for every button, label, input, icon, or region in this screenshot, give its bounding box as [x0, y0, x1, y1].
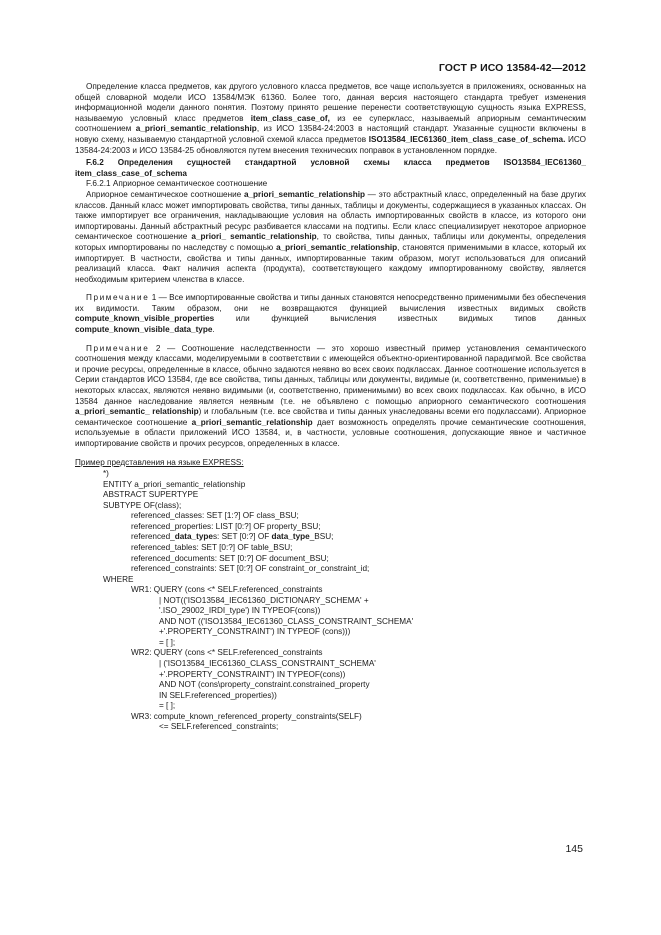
example-title: Пример представления на языке EXPRESS:	[75, 457, 244, 467]
code-line	[75, 564, 586, 575]
bold-term: item_class_case_of,	[250, 113, 330, 123]
text-run: , то свойства, типы данных, таблицы или документы, определения которых импортированы по наследству с помощью	[75, 232, 586, 252]
text-run: <= SELF.referenced_constraints;	[159, 722, 279, 732]
text-run: referenced_documents: SET [0:?] OF document_BSU;	[131, 553, 329, 563]
text-run: +'.PROPERTY_CONSTRAINT') IN TYPEOF (cons)))	[159, 627, 351, 637]
code-line	[75, 490, 586, 501]
code-line	[75, 680, 586, 691]
text-run: SUBTYPE OF(class);	[103, 500, 182, 510]
text-run: Определение класса предметов, как другого условного класса предметов, все чаще используется в приложениях, основанных на общей словарной модели ИСО 13584/МЭК 61360. Более того, данная версия настоящего стандарта требует изменения информационной модели данного понятия. Поэтому принято решение перенести соответствующую сущность языка EXPRESS, называемую условный класс предметов	[75, 82, 586, 123]
text-run: _BSU;	[309, 532, 334, 542]
text-run: | ('ISO13584_IEC61360_CLASS_CONSTRAINT_SCHEMA'	[159, 659, 376, 669]
code-line	[75, 691, 586, 702]
code-line	[75, 712, 586, 723]
text-run: , становятся применимыми в классе, который их импортирует. В частности, свойства и типы данных, импортированные таким образом, могут использоваться для описаний реализаций класса. Факт наличия аспекта (продукта), соответствующего каждому импортированному свойству, является необходимым критерием членства в классе.	[75, 242, 586, 284]
text-run: ENTITY a_priori_semantic_relationship	[103, 479, 246, 489]
code-line	[75, 638, 586, 649]
code-line	[75, 511, 586, 522]
bold-term: a_priori_semantic_relationship	[276, 242, 398, 252]
code-line	[75, 543, 586, 554]
code-line	[75, 596, 586, 607]
code-line	[75, 617, 586, 628]
text-run: referenced_	[131, 532, 175, 542]
text-run: = [ ];	[159, 637, 176, 647]
code-line	[75, 554, 586, 565]
subsection-heading: F.6.2.1 Априорное семантическое соотношение	[86, 179, 268, 189]
text-run: | NOT(('ISO13584_IEC61360_DICTIONARY_SCHEMA' +	[159, 595, 369, 605]
text-run: 2 — Соотношение наследственности — это хорошо известный пример установления семантического соотношения между классами, моделируемыми в соответствии с имеющейся объектно-ориентированной парадигмой. Все свойства и прочие ресурсы, определенные в классе, обычно задаются неявно во всех своих подклассах. Данное соотношение используется в Серии стандартов ИСО 13584, где все свойства, типы данных, таблицы или документы, видимые (и, соответственно, применимые) в некоторых классах, являются неявно видимыми (и, соответственно, применимыми) во всех своих подклассах. Как обычно, в ИСО 13584 данное наследование является неявным (т.е. не объявлено с помощью априорного семантического соотношения	[75, 343, 586, 406]
bold-term: compute_known_visible_data_type	[75, 325, 213, 335]
text-run: '.ISO_29002_IRDI_type') IN TYPEOF(cons))	[159, 606, 321, 616]
bold-term: data_type	[174, 532, 213, 542]
text-run: из ее суперкласс, называемый априорным семантическим соотношением	[75, 113, 586, 134]
text-run: ИСО 13584-24:2003 и ИСО 13584-25 обновляются путем внесения технических поправок в установленном порядке.	[75, 134, 586, 155]
code-line	[75, 659, 586, 670]
code-line	[75, 648, 586, 659]
text-run: WHERE	[103, 574, 134, 584]
express-code-block	[75, 469, 586, 733]
text-run: IN SELF.referenced_properties))	[159, 690, 277, 700]
text-run: WR3: compute_known_referenced_property_constraints(SELF)	[131, 711, 362, 721]
document-header: ГОСТ Р ИСО 13584-42—2012	[438, 62, 586, 74]
text-run: WR2: QUERY (cons <* SELF.referenced_constraints	[131, 648, 323, 658]
text-run: , из ИСО 13584-24:2003 в настоящий стандарт. Указанные сущности включены в новую схему, называемую стандартной условной схемой класса предметов	[75, 124, 586, 144]
code-line	[75, 627, 586, 638]
code-line	[75, 532, 586, 543]
page-number: 145	[565, 843, 583, 855]
text-run: .	[212, 325, 215, 335]
bold-term: a_priori_semantic_relationship	[243, 189, 365, 199]
bold-term: a_priori_ semantic_relationship	[191, 232, 317, 242]
code-line	[75, 606, 586, 617]
bold-term: a_priori_semantic_ relationship	[75, 407, 199, 417]
text-run: referenced_classes: SET [1:?] OF class_BSU;	[131, 511, 299, 521]
code-line	[75, 522, 586, 533]
note-1	[75, 293, 586, 335]
code-line	[75, 480, 586, 491]
text-run: AND NOT (cons\property_constraint.constrained_property	[159, 680, 370, 690]
note-label: Примечание	[86, 343, 150, 353]
text-run: +'.PROPERTY_CONSTRAINT') IN TYPEOF(cons))	[159, 669, 346, 679]
bold-term: data_type	[271, 532, 310, 542]
code-line	[75, 722, 586, 733]
code-line	[75, 501, 586, 512]
bold-term: ISO13584_IEC61360_item_class_case_of_schema.	[368, 134, 566, 144]
definition-paragraph	[75, 190, 586, 285]
section-heading: F.6.2 Определения сущностей стандартной условной схемы класса предметов ISO13584_IEC61360_ item_class_case_of_schema	[75, 158, 586, 178]
text-run: Априорное семантическое соотношение	[86, 189, 244, 199]
note-label: Примечание	[86, 293, 150, 303]
bold-term: a_priori_semantic_relationship	[191, 417, 313, 427]
page-body	[75, 82, 586, 733]
text-run: = [ ];	[159, 701, 176, 711]
text-run: дает возможность определять прочие семантические соотношения, используемые в области приложений ИСО 13584, и, в частности, условные соотношения, допускающие явное и частичное импортирование свойств и прочих ресурсов, определенных в классе.	[75, 417, 586, 448]
code-line	[75, 670, 586, 681]
text-run: 1 — Все импортированные свойства и типы данных становятся непосредственно применимыми без обеспечения их видимости. Таким образом, они не возвращаются функцией вычисления известных видимых свойств	[75, 293, 586, 313]
text-run: ) и глобальным (т.е. все свойства и типы данных унаследованы всеми его подклассами). Априорное семантическое соотношение	[75, 407, 586, 427]
code-line	[75, 585, 586, 596]
bold-term: a_priori_semantic_relationship	[135, 124, 257, 134]
text-run: *)	[103, 469, 109, 479]
intro-paragraph	[75, 82, 586, 156]
text-run: ABSTRACT SUPERTYPE	[103, 490, 199, 500]
text-run: AND NOT (('ISO13584_IEC61360_CLASS_CONSTRAINT_SCHEMA'	[159, 616, 414, 626]
text-run: referenced_tables: SET [0:?] OF table_BSU;	[131, 543, 293, 553]
text-run: s: SET [0:?] OF	[212, 532, 272, 542]
code-line	[75, 575, 586, 586]
text-run: referenced_properties: LIST [0:?] OF property_BSU;	[131, 521, 321, 531]
code-line	[75, 701, 586, 712]
text-run: — это абстрактный класс, определенный на базе других классов. Данный класс может импортировать свойства, типы данных, таблицы и документы, содержащиеся в указанных классах. Он также импортирует все ограничения, накладывающие условия на область импортированных свойств в классе, из которого они импортированы. Данный абстрактный ресурс разбивается классами на подтипы. Если класс специализирует некоторое априорное семантическое соотношение	[75, 189, 586, 242]
text-run: referenced_constraints: SET [0:?] OF constraint_or_constraint_id;	[131, 564, 370, 574]
code-line	[75, 469, 586, 480]
text-run: или функцией вычисления известных видимых типов данных	[214, 314, 586, 324]
bold-term: compute_known_visible_properties	[75, 314, 215, 324]
text-run: WR1: QUERY (cons <* SELF.referenced_constraints	[131, 585, 323, 595]
note-2	[75, 344, 586, 450]
